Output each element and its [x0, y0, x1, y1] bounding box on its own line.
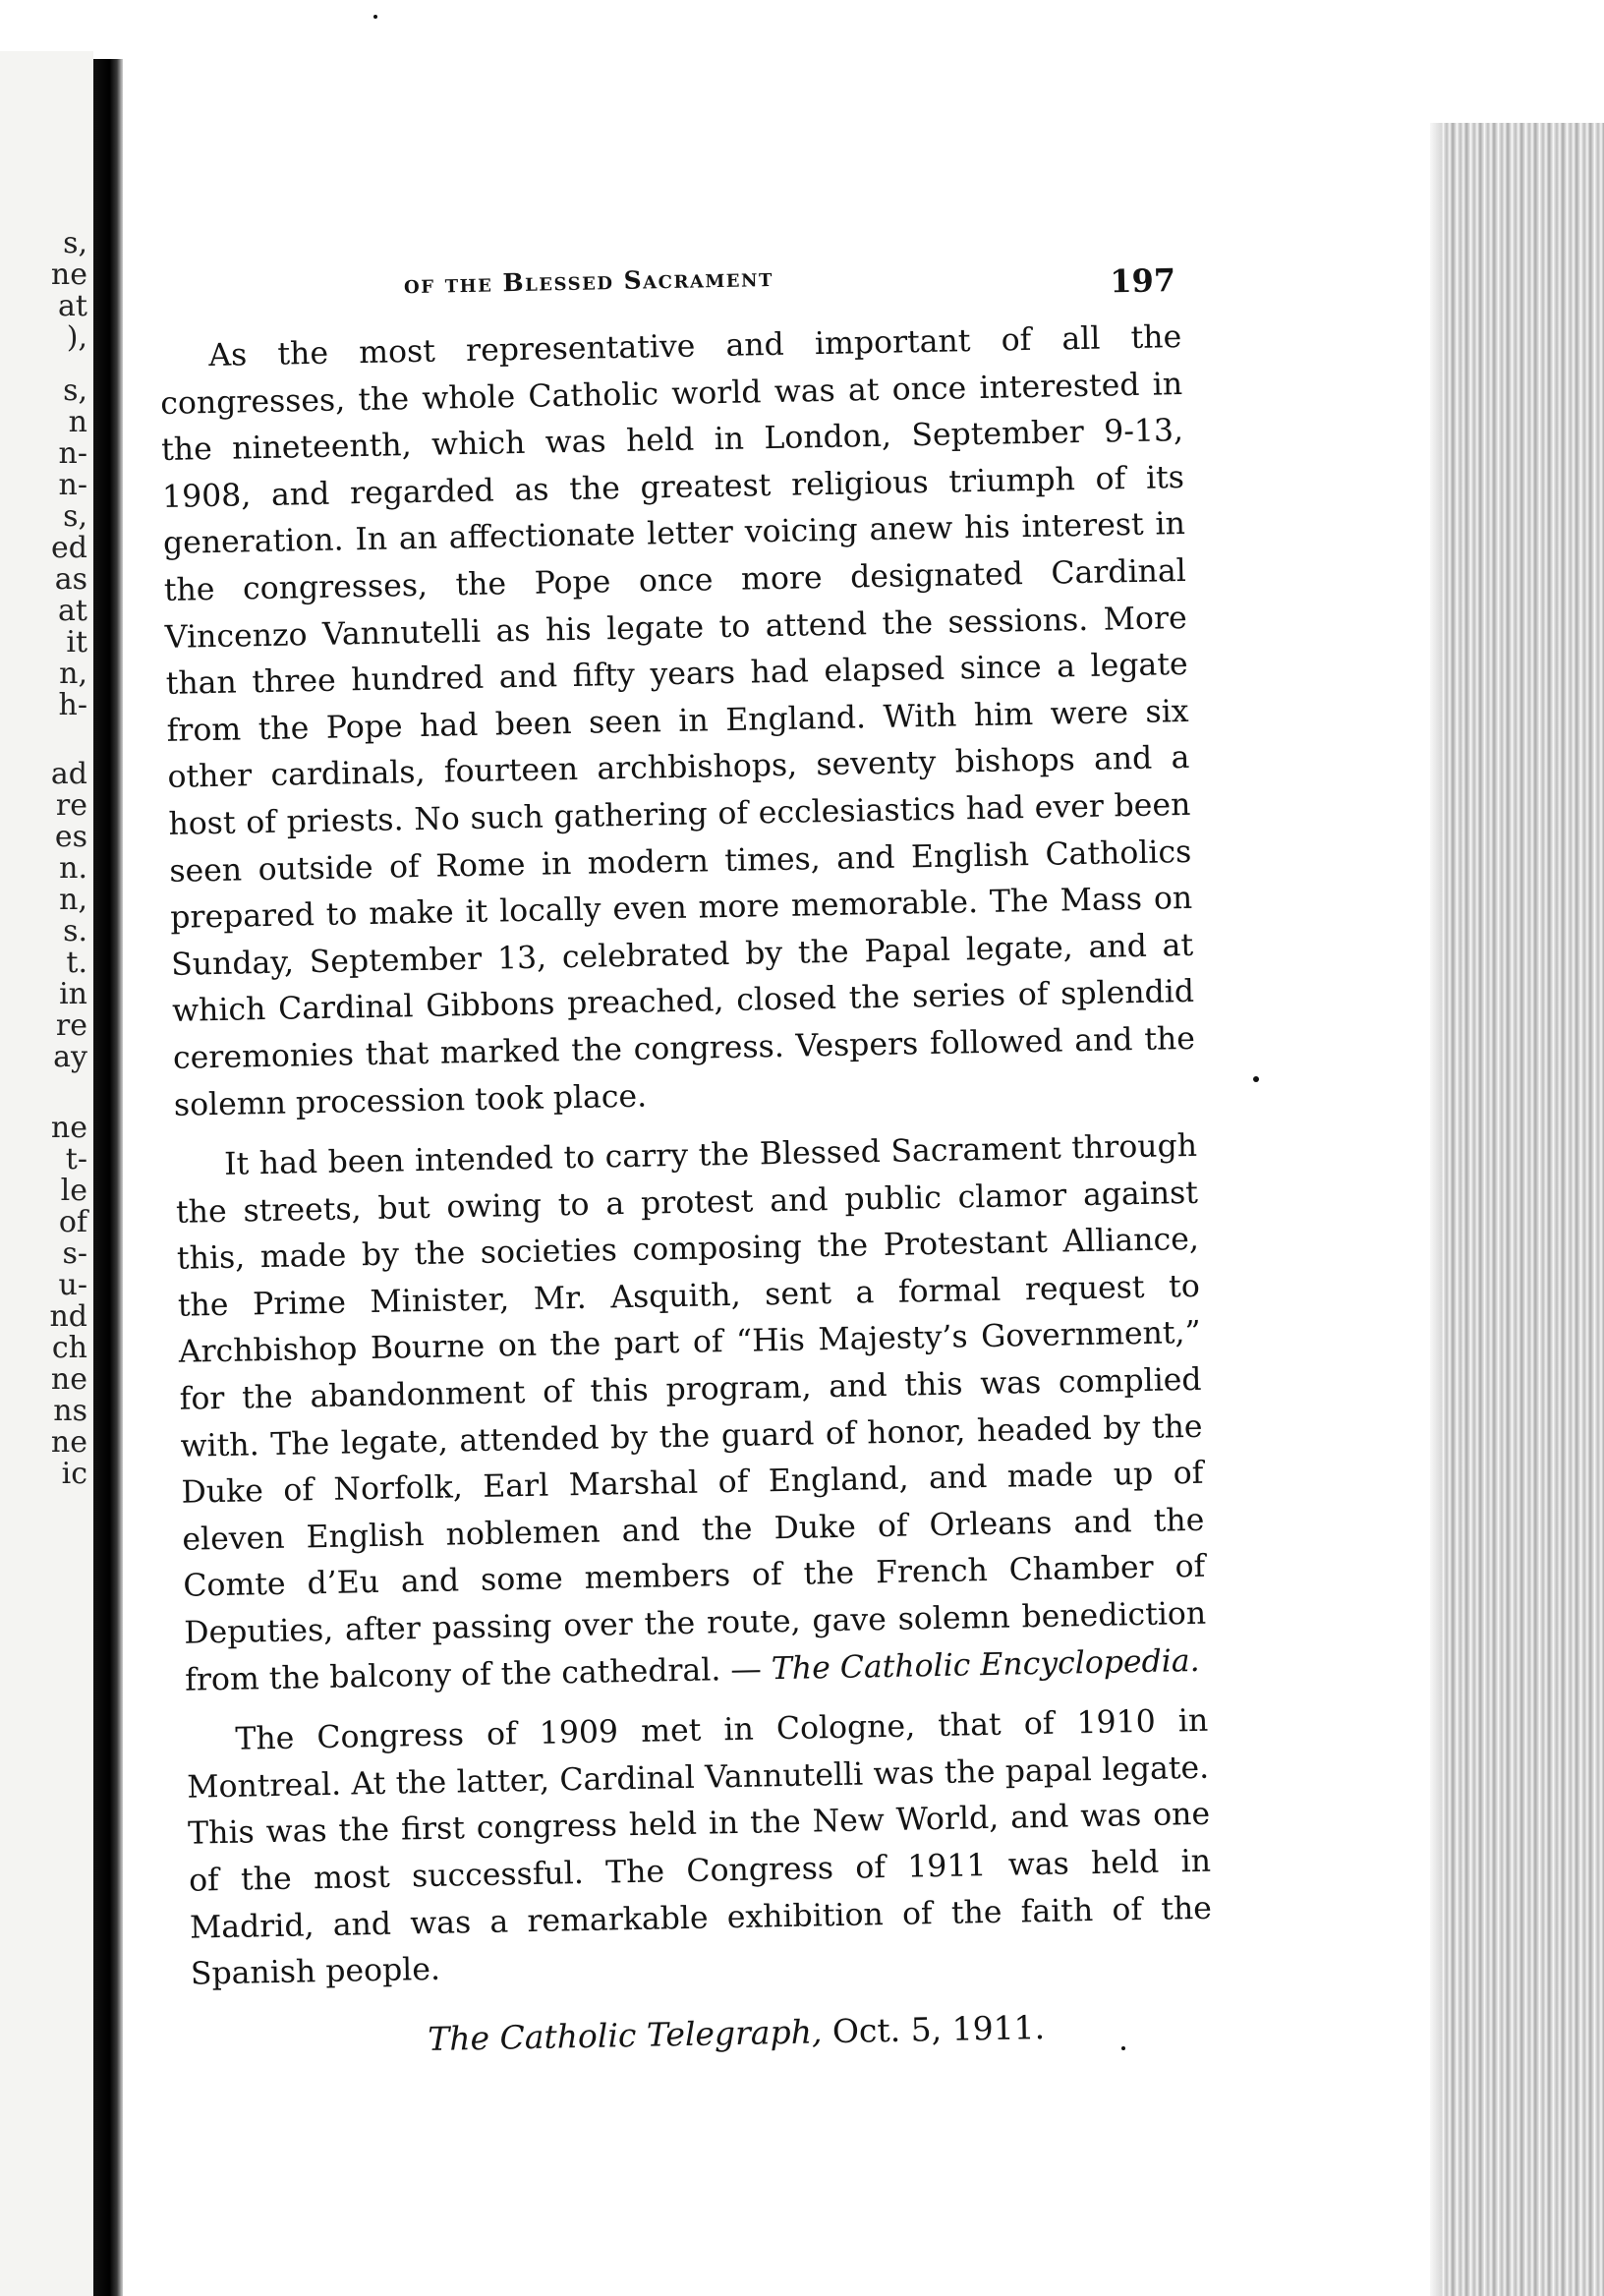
line-ending-fragment: s-	[62, 1236, 87, 1271]
fore-edge-shadow	[1430, 123, 1442, 2296]
scan-speck	[373, 15, 377, 19]
line-ending-fragment: re	[55, 788, 87, 823]
line-ending-fragment: ed	[51, 531, 87, 565]
previous-page-edge	[0, 49, 93, 2296]
line-ending-fragment: at	[58, 594, 87, 628]
attribution-source: The Catholic Encyclopedia.	[771, 1642, 1200, 1687]
line-ending-fragment: ay	[53, 1040, 87, 1074]
article-body	[159, 315, 1214, 2012]
book-gutter	[93, 59, 123, 2296]
citation-source: The Catholic Telegraph,	[427, 2012, 823, 2059]
line-ending-fragment: as	[54, 562, 87, 597]
line-ending-fragment: ch	[51, 1331, 87, 1365]
line-ending-fragment: u-	[58, 1268, 87, 1302]
line-ending-fragment: n,	[59, 883, 87, 917]
line-ending-fragment: s,	[63, 499, 87, 534]
line-ending-fragment: n.	[59, 851, 87, 886]
line-ending-fragment: s.	[63, 914, 87, 948]
line-ending-fragment: ne	[50, 1362, 87, 1397]
scan-speck	[1253, 1076, 1259, 1082]
line-ending-fragment: le	[60, 1174, 87, 1208]
line-ending-fragment: ne	[50, 1425, 87, 1460]
source-citation	[428, 2008, 1046, 2058]
line-ending-fragment: n-	[58, 468, 87, 502]
line-ending-fragment: of	[58, 1205, 87, 1239]
line-ending-fragment: s,	[63, 373, 87, 408]
line-ending-fragment: ),	[66, 320, 87, 355]
line-ending-fragment: n,	[59, 657, 87, 691]
previous-page-line-endings	[0, 49, 93, 2296]
line-ending-fragment: it	[66, 625, 87, 660]
paragraph: As the most representative and important of all the congresses, the whole Catholic world was at once interested in the nineteenth, which was held in London, September 9-13, 1908, and regarded as the greatest religious triumph of its generation. In an affectionate letter voicing anew his interest in the congresses, the Pope once more designated Cardinal Vincenzo Vannutelli as his legate to attend the sessions. More than three hundred and fifty years had elapsed since a legate from the Pope had been seen in England. With him were six other cardinals, fourteen archbishops, seventy bishops and a host of priests. No such gathering of ecclesiastics had ever been seen outside of Rome in modern times, and English Catholics prepared to make it locally even more memorable. The Mass on Sunday, September 13, celebrated by the Papal legate, and at which Cardinal Gibbons preached, closed the series of splendid ceremonies that marked the congress. Vespers followed and the solemn procession took place.	[159, 319, 1196, 1123]
line-ending-fragment: in	[59, 977, 87, 1011]
paragraph-text: It had been intended to carry the Blessed Sacrament through the streets, but owing to a protest and public clamor against this, made by the societies composing the Protestant Alliance, the Prime Minister, Mr. Asquith, sent a formal request to Archbishop Bourne on the part of “His Majesty’s Government,” for the abandonment of this program, and this was complied with. The legate, attended by the guard of honor, headed by the Duke of Norfolk, Earl Marshal of England, and made up of eleven English noblemen and the Duke of Orleans and the Comte d’Eu and some members of the French Chamber of Deputies, after passing over the route, gave solemn benediction from the balcony of the cathedral. —	[175, 1127, 1207, 1698]
page-number: 197	[1109, 261, 1176, 301]
line-ending-fragment: at	[58, 289, 87, 323]
paragraph: The Congress of 1909 met in Cologne, that of 1910 in Montreal. At the latter, Cardinal Vannutelli was the papal legate. This was the first congress held in the New World, and was one of the most successful. The Congress of 1911 was held in Madrid, and was a remarkable exhibition of the faith of the Spanish people.	[186, 1702, 1213, 1992]
line-ending-fragment: s,	[63, 226, 87, 260]
running-head	[158, 256, 1181, 315]
citation-date: Oct. 5, 1911.	[831, 2008, 1046, 2051]
paragraph	[175, 1123, 1208, 1704]
line-ending-fragment: nd	[49, 1299, 87, 1334]
line-ending-fragment: es	[54, 820, 87, 854]
page-block-fore-edge	[1430, 123, 1604, 2296]
printed-text-block	[157, 216, 1216, 2123]
line-ending-fragment: t-	[65, 1142, 87, 1177]
line-ending-fragment: ad	[50, 757, 87, 791]
line-ending-fragment: re	[55, 1008, 87, 1043]
line-ending-fragment: ne	[50, 1111, 87, 1145]
line-ending-fragment: ic	[61, 1457, 87, 1491]
running-head-title: of the Blessed Sacrament	[403, 262, 774, 300]
line-ending-fragment: n-	[58, 436, 87, 471]
line-ending-fragment: h-	[58, 688, 87, 722]
line-ending-fragment: n	[68, 405, 87, 439]
line-ending-fragment: ne	[50, 258, 87, 292]
line-ending-fragment: ns	[53, 1394, 87, 1428]
line-ending-fragment: t.	[66, 946, 87, 980]
